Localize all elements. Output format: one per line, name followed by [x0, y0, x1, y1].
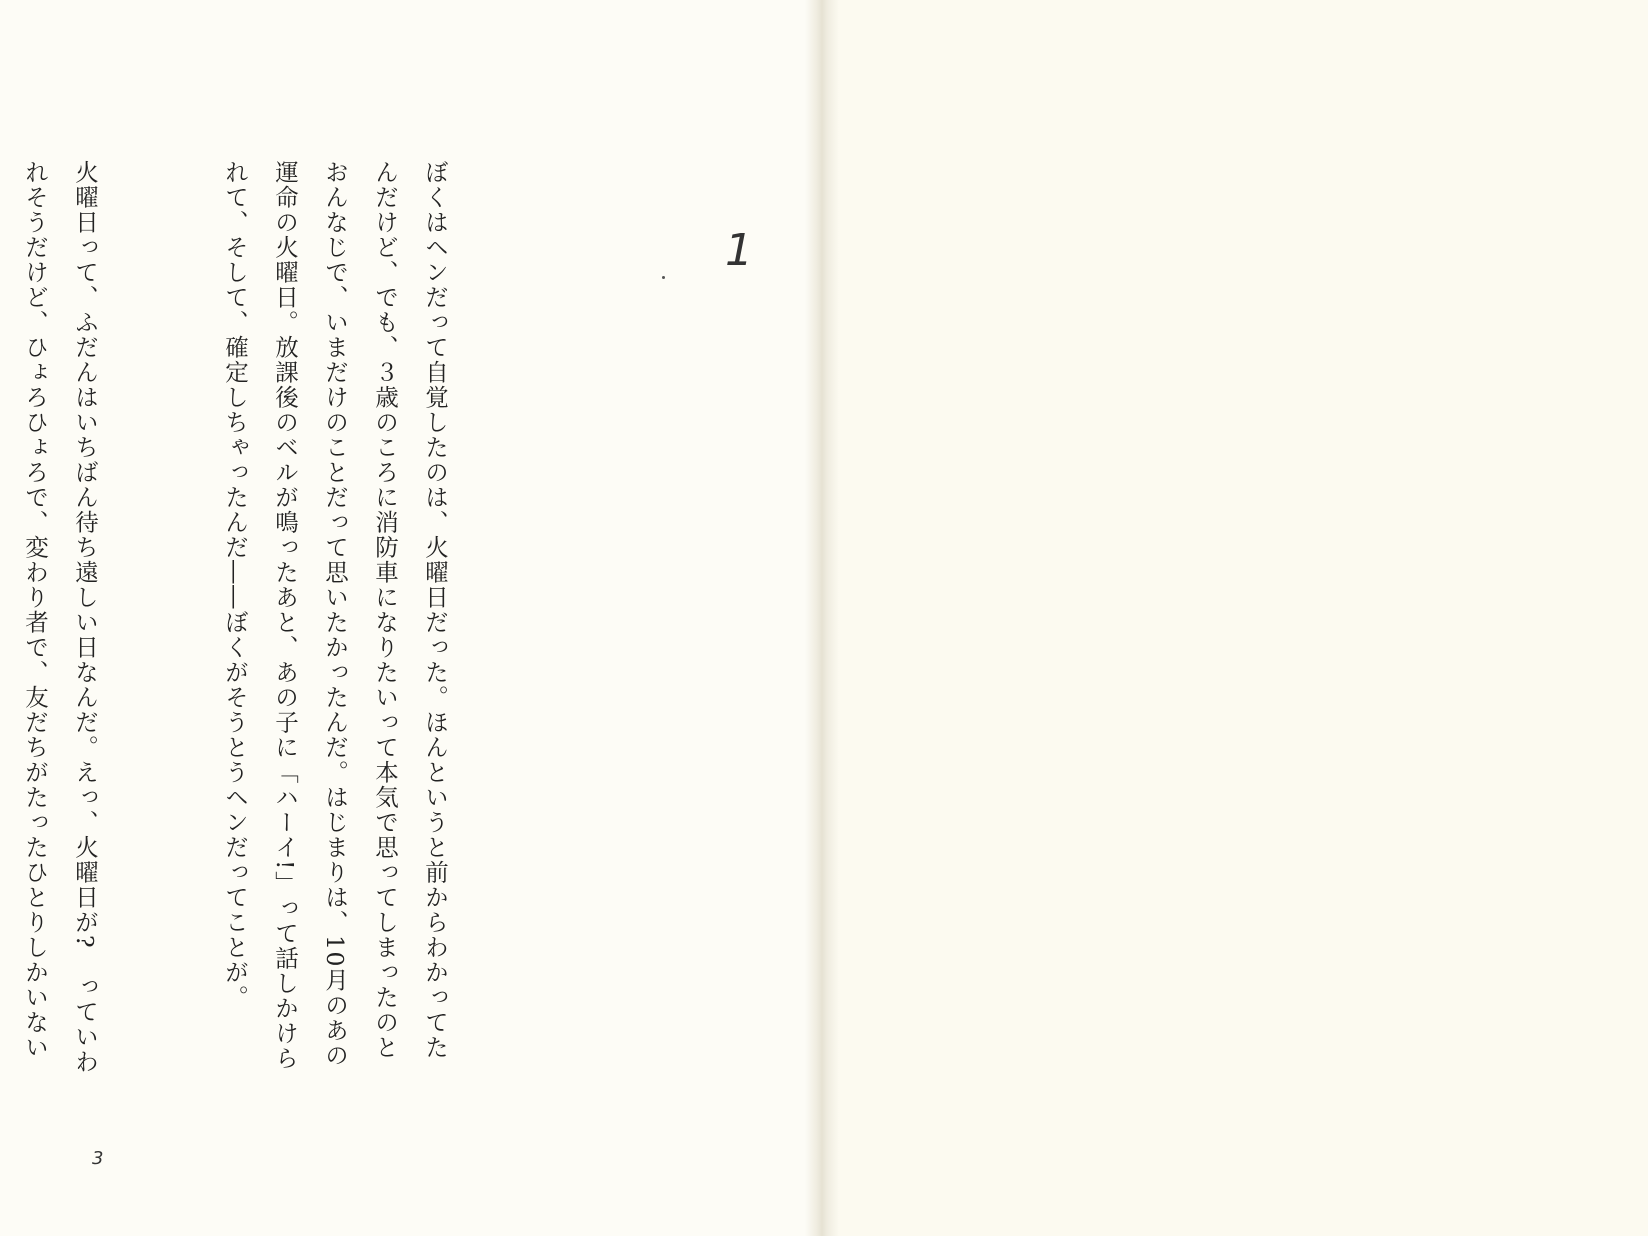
- chapter-number: 1: [725, 225, 753, 276]
- right-page-blank: [839, 0, 1648, 1236]
- ink-speck: [662, 276, 665, 279]
- paragraph: ぼくはヘンだって自覚したのは、火曜日だった。ほんというと前からわかってたんだけど、でも、３歳のころに消防車になりたいって本気で思ってしまったのとおんなじで、いまだけのことだって思いたかったんだ。はじまりは、10月のあの運命の火曜日。放課後のベルが鳴ったあと、あの子に「ハーイ!」って話しかけられて、そして、確定しちゃったんだ――ぼくがそうとうヘンだってことが。: [221, 160, 449, 1071]
- left-page: [0, 0, 820, 1236]
- page-number: 3: [92, 1148, 104, 1169]
- paragraph: 火曜日って、ふだんはいちばん待ち遠しい日なんだ。えっ、火曜日が? っていわれそうだけど、ひょろひょろで、変わり者で、友だちがたったひとりしかいない: [21, 160, 99, 1075]
- body-text: [21, 160, 560, 1080]
- book-gutter: [805, 0, 839, 1236]
